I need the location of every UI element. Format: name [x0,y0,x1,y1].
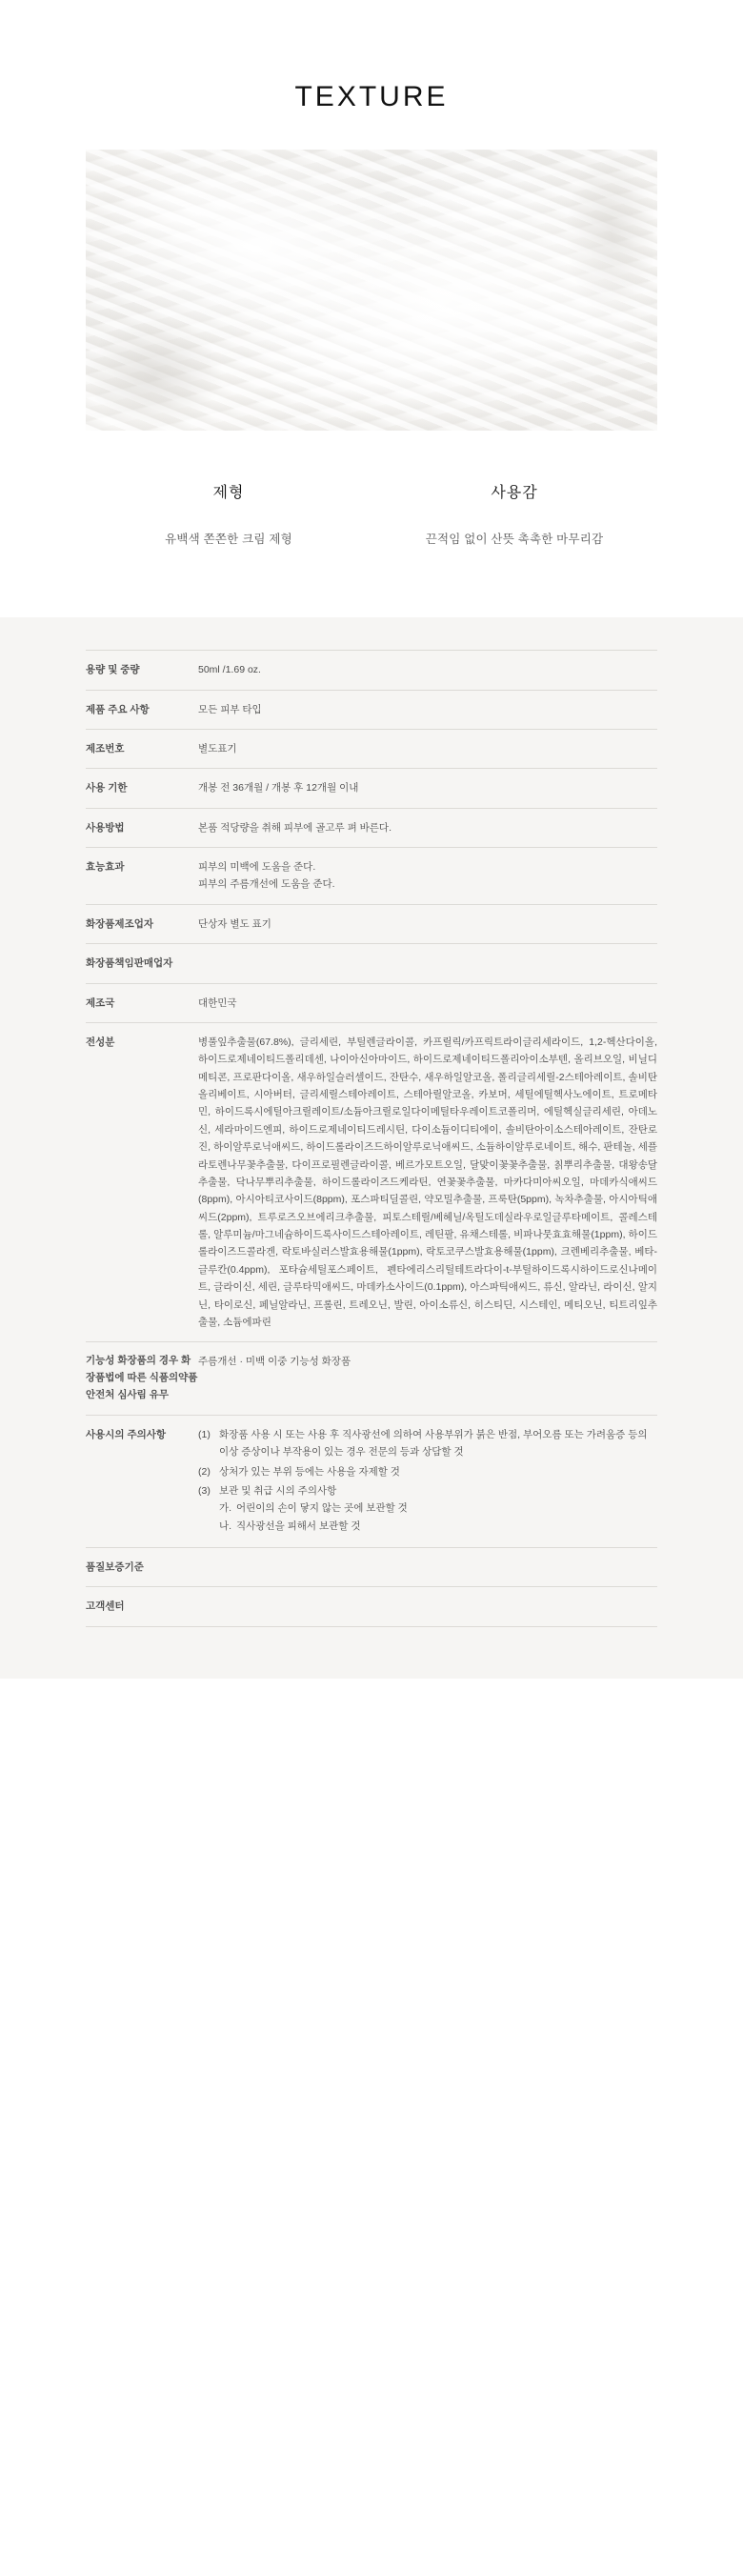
table-row [86,690,657,729]
notice-text: 상처가 있는 부위 등에는 사용을 자제할 것 [219,1465,400,1478]
column-heading: 제형 [212,485,245,501]
cream-swatch-graphic [86,150,657,431]
table-row [86,1587,657,1626]
texture-column-formulation [86,480,372,551]
notice-text: 화장품 사용 시 또는 사용 후 직사광선에 의하여 사용부위가 붉은 반점, 부어오름 또는 가려움증 등의 이상 증상이나 부작용이 있는 경우 전문의 등과 상담할 것 [219,1428,648,1459]
column-body-line: 유백색 쫀쫀한 [165,533,239,546]
row-key: 전성분 [86,1022,198,1341]
notice-text: 보관 및 취급 시의 주의사항 [219,1484,337,1497]
table-row [86,769,657,808]
notice-sub-number: 나. [219,1519,232,1532]
row-value: 본품 적당량을 취해 피부에 골고루 펴 바른다. [198,808,657,847]
texture-columns [86,431,657,617]
list-item [219,1518,657,1535]
list-item [198,1426,657,1461]
row-key: 기능성 화장품의 경우 화장품법에 따른 식품의약품안전처 심사림 유무 [86,1342,198,1416]
row-value: 별도표기 [198,729,657,768]
column-heading: 사용감 [491,485,538,501]
column-body [86,529,372,551]
page-title: TEXTURE [294,81,449,112]
notice-text-group [219,1482,657,1535]
table-row [86,1548,657,1587]
table-row [86,944,657,983]
column-body-line: 끈적임 없이 산뜻 [425,533,514,546]
row-value-line: 피부의 미백에 도움을 준다. [198,861,316,873]
row-value: 개봉 전 36개월 / 개봉 후 12개월 이내 [198,769,657,808]
row-value: 단상자 별도 표기 [198,904,657,943]
list-item [219,1499,657,1517]
row-key: 효능효과 [86,848,198,905]
row-key: 제조국 [86,983,198,1022]
row-value-line: 피부의 주름개선에 도움을 준다. [198,878,335,891]
notice-number: (3) [198,1484,211,1497]
product-info-table [86,650,657,1627]
table-row [86,1342,657,1416]
texture-photo [86,150,657,431]
row-key: 고객센터 [86,1587,198,1626]
row-key: 품질보증기준 [86,1548,198,1587]
notice-sub-number: 가. [219,1502,232,1515]
table-row [86,808,657,847]
row-key: 화장품책임판매업자 [86,944,198,983]
row-value: 모든 피부 타입 [198,690,657,729]
row-value [198,848,657,905]
notice-sub-text: 어린이의 손이 닿지 않는 곳에 보관할 것 [236,1502,408,1515]
row-key: 제조번호 [86,729,198,768]
row-value [198,1587,657,1626]
texture-column-feel [372,480,657,551]
row-key: 사용방법 [86,808,198,847]
row-value: 주름개선 · 미백 이중 기능성 화장품 [198,1342,657,1416]
notice-sub-text: 직사광선을 피해서 보관할 것 [236,1519,361,1532]
table-row [86,983,657,1022]
table-row [86,904,657,943]
column-body [372,529,657,551]
row-key: 사용 기한 [86,769,198,808]
list-item [198,1482,657,1535]
row-value: 병풀잎추출물(67.8%), 글리세린, 부틸렌글라이콜, 카프릴릭/카프릭트라이글리세라이드, 1,2-헥산다이올, 하이드로제네이티드폴리데센, 나이아신아마이드, 하이드로제네이티드폴리아이소부텐, 올리브오일, 비닐디메티콘, 프로판다이올, 새우하일슬러셀이드, 잔탄수, 새우하일알코올, 폴리글리세릴-2스테아레이트, 솔비탄올리베이트, 시아버터, 글리세릴스테아레이트, 스테아릴알코올, 카보머, 세틸에틸헥사노에이트, 트로메타민, 하이드록시에틸아크릴레이트/소듐아크릴로일다이메틸타우레이트코폴리머, 에틸헥실글리세린, 아데노신, 세라마이드엔피, 하이드로제네이티드레시틴, 다이소듐이디티에이, 솔비탄아이소스테아레이트, 잔탄로진, 하이알루로닉애씨드, 하이드롤라이즈드하이알루로닉애씨드, 소듐하이알루로네이트, 해수, 판테놀, 세플라토렌나무꽃추출물, 다이프로필렌글라이콜, 베르가모트오일, 달맞이꽃꽃추출물, 칡뿌리추출물, 대왕송달추출물, 닥나무뿌리추출물, 하이드롤라이즈드케라틴, 연꽃꽃추출물, 마카다미아씨오일, 마데카식애씨드(8ppm), 아시아티코사이드(8ppm), 포스파티딜콜린, 약모밀추출물, 프룩탄(5ppm), 녹차추출물, 아시아틱애씨드(2ppm), 트루로즈오브에리크추출물, 피토스테릴/베헤닐/옥틸도데실라우로일글루타메이트, 콜레스테롤, 알루미늄/마그네슘하이드록사이드스테아레이트, 레틴팔, 유채스테롤, 비파나뭇효효해물(1ppm), 하이드롤라이즈드콜라겐, 락토바실러스발효용해물(1ppm), 락토코쿠스발효용해물(1ppm), 크렌베리추출물, 베타-글루칸(0.4ppm), 포타슘세틸포스페이트, 펜타에리스리틸테트라다이-t-부틸하이드록시하이드로신나메이트, 글라이신, 세린, 글루타믹애씨드, 마데카소사이드(0.1ppm), 아스파틱애씨드, 류신, 알라닌, 라이신, 알지닌, 타이로신, 페닐알라닌, 프롤린, 트레오닌, 발린, 아이소류신, 히스티딘, 시스테인, 메티오닌, 티트리잎추출물, 소듐에파린 [198,1022,657,1341]
row-value: 대한민국 [198,983,657,1022]
table-row [86,848,657,905]
column-body-line: 촉촉한 마무리감 [517,533,604,546]
notice-number: (1) [198,1428,211,1440]
table-row [86,651,657,690]
table-row-ingredients [86,1022,657,1341]
row-value [198,1548,657,1587]
row-value: 50ml /1.69 oz. [198,651,657,690]
list-item [198,1463,657,1480]
row-key: 화장품제조업자 [86,904,198,943]
texture-section [0,0,743,617]
product-info-section [0,617,743,1679]
row-value [198,1415,657,1547]
column-body-line: 크림 제형 [242,533,292,546]
row-key: 제품 주요 사항 [86,690,198,729]
table-row [86,729,657,768]
notice-sublist [219,1499,657,1535]
notice-number: (2) [198,1465,211,1478]
table-row-notice [86,1415,657,1547]
notice-list [198,1426,657,1535]
row-value [198,944,657,983]
row-key: 사용시의 주의사항 [86,1415,198,1547]
row-key: 용량 및 중량 [86,651,198,690]
